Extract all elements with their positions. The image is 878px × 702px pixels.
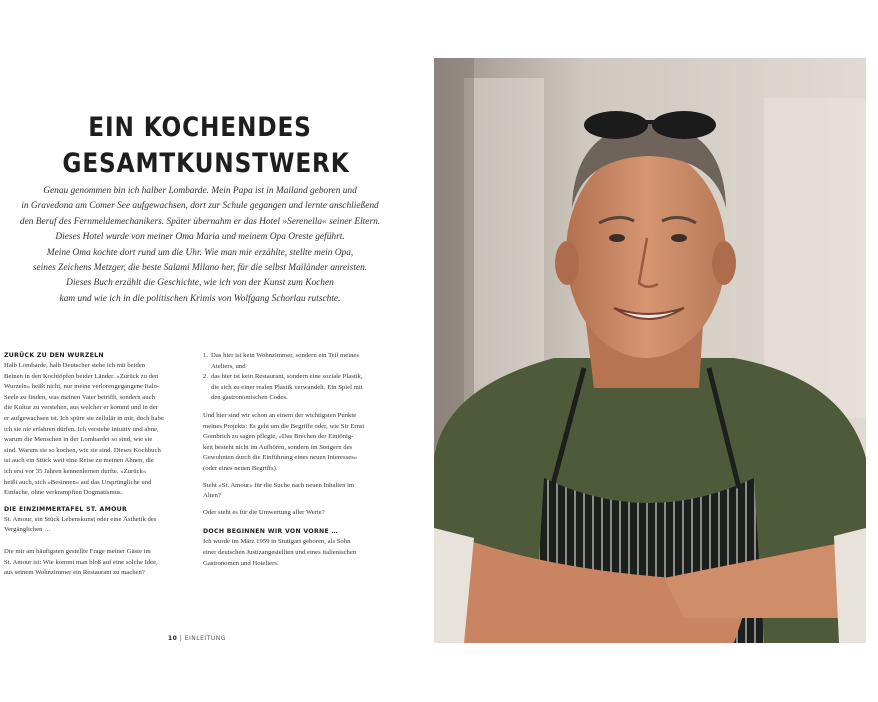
- section-beginning: [203, 527, 393, 569]
- chapter-title-line-1: EIN KOCHENDES: [88, 112, 312, 144]
- paragraph: [203, 481, 393, 502]
- list-item: [203, 351, 393, 372]
- portrait-illustration: [434, 58, 866, 643]
- body-line: (oder eines neuen Begriffs).: [203, 464, 278, 472]
- list-item: [203, 372, 393, 404]
- body-line: Alten?: [203, 492, 221, 500]
- paragraph: [203, 508, 393, 519]
- body-line: Halb Lombarde, halb Deutscher stehe ich mit beiden: [4, 362, 146, 369]
- body-line: warum die Menschen in der Lombardei so sind, wie sie: [4, 436, 153, 444]
- intro-line: Genau genommen bin ich halber Lombarde. Mein Papa ist in Mailand geboren und: [43, 186, 357, 196]
- body-line: ist auch ein Stück weit eine Reise zu meinen Ahnen, die: [4, 457, 154, 465]
- list-number: 1.: [203, 352, 209, 359]
- body-line: Seele zu finden, was meinen Vater betrifft, sondern auch: [4, 393, 155, 401]
- chapter-title: [62, 110, 350, 182]
- intro-line: Meine Oma kochte dort rund um die Uhr. Wie man mir erzählte, stellte mein Opa,: [46, 247, 354, 258]
- body-line: ich sie nie erfahren dürfen. Ich verstehe intuitiv und ahne,: [4, 425, 159, 433]
- body-line: Und hier sind wir schon an einem der wichtigsten Punkte: [203, 411, 357, 419]
- intro-line: Dieses Buch erzählt die Geschichte, wie ich von der Kunst zum Kochen: [66, 278, 334, 289]
- body-line: meines Projekts: Es geht um die Begriffe oder, wie Sir Ernst: [203, 422, 365, 430]
- intro-paragraph: [10, 184, 390, 307]
- body-line: Die mir am häufigsten gestellte Frage meiner Gäste im: [4, 547, 151, 555]
- body-line: Gewohnten durch die Einführung eines neuen Interesses«: [203, 454, 358, 462]
- intro-line: seines Zeichens Metzger, die beste Salami Milano her, für die selbst Mailänder anreisten.: [32, 263, 368, 274]
- body-line: ich erst vor 35 Jahren kennenlernen durfte. »Zurück«: [4, 467, 147, 475]
- middle-text-column: [203, 351, 393, 575]
- chef-portrait-photo: [434, 58, 866, 643]
- body-line: er aufgewachsen ist. Ich spüre sie zellulär in mir, doch habe: [4, 414, 164, 422]
- section-heading: DIE EINZIMMERTAFEL ST. AMOUR: [4, 505, 128, 513]
- page-footer: [168, 635, 226, 642]
- body-line: Beinen in den Kochtöpfen beider Länder. »Zurück zu den: [4, 372, 159, 380]
- body-line: keit besteht nicht im Aufhören, sondern im Steigern des: [203, 443, 353, 451]
- body-line: sind. Warum sie so kochen, wie sie sind. Dieses Kochbuch: [4, 446, 161, 454]
- list-number: 2.: [203, 373, 209, 381]
- section-st-amour: [4, 505, 189, 536]
- body-line: St. Amour, ein Stück Lebenskunst oder eine Ästhetik des: [4, 515, 157, 523]
- intro-line: kam und wie ich in die politischen Krimis von Wolfgang Schorlau rutschte.: [59, 293, 341, 304]
- left-text-column: [4, 351, 189, 585]
- body-line: Einfache, ohne verkrampften Dogmatismus.: [4, 489, 123, 497]
- body-line: Wurzeln« heißt nicht, nur meine verlorengegangene Italo-: [4, 383, 160, 391]
- paragraph: [203, 411, 393, 475]
- body-line: Gombrich zu sagen pflegte, »Das Brechen der Eintönig-: [203, 433, 354, 441]
- intro-line: den Beruf des Fernmeldemechanikers. Später übernahm er das Hotel »Serenella« seiner Eltern.: [19, 216, 381, 227]
- section-roots: [4, 351, 189, 499]
- body-line: Vergänglichen …: [4, 526, 51, 534]
- body-line: die sich zu einer realen Plastik verwandelt. Ein Spiel mit: [211, 383, 363, 391]
- intro-line: in Gravedona am Comer See aufgewachsen, dort zur Schule gegangen und lernte anschließend: [21, 201, 379, 212]
- body-line: die Kultur zu verstehen, aus welcher er kommt und in der: [4, 404, 158, 412]
- body-line: Steht »St. Amour« für die Suche nach neuen Inhalten im: [203, 481, 355, 489]
- body-line: Oder steht es für die Umwertung aller Werte?: [203, 508, 325, 516]
- chapter-title-line-2: GESAMTKUNSTWERK: [62, 148, 350, 180]
- body-line: St. Amour ist: Wie kommt man bloß auf eine solche Idee,: [4, 558, 158, 566]
- numbered-list: [203, 351, 393, 404]
- chapter-name: EINLEITUNG: [184, 635, 226, 642]
- section-heading: ZURÜCK ZU DEN WURZELN: [4, 352, 104, 359]
- body-line: aus seinem Wohnzimmer ein Restaurant zu machen?: [4, 569, 145, 577]
- body-line: heißt auch, sich »Besinnen« auf das Ursprüngliche und: [4, 478, 152, 486]
- intro-line: Dieses Hotel wurde von meiner Oma Maria und meinem Opa Oreste geführt.: [55, 232, 345, 243]
- body-line: Ich wurde im März 1959 in Stuttgart geboren, als Sohn: [203, 538, 351, 546]
- section-heading: DOCH BEGINNEN WIR VON VORNE …: [203, 528, 338, 536]
- body-line: einer deutschen Justizangestellten und eines italienischen: [203, 548, 357, 556]
- body-line: Das hier ist kein Wohnzimmer, sondern ein Teil meines: [211, 352, 359, 359]
- section-question: [4, 547, 189, 579]
- body-line: Gastronomen und Hoteliers.: [203, 559, 279, 567]
- face: [566, 148, 726, 358]
- body-line: den gastronomischen Codes.: [211, 394, 288, 402]
- footer-separator: |: [179, 635, 183, 642]
- body-line: Ateliers, und: [211, 362, 246, 370]
- body-line: das hier ist kein Restaurant, sondern eine soziale Plastik,: [211, 373, 363, 381]
- page-number: 10: [168, 635, 178, 642]
